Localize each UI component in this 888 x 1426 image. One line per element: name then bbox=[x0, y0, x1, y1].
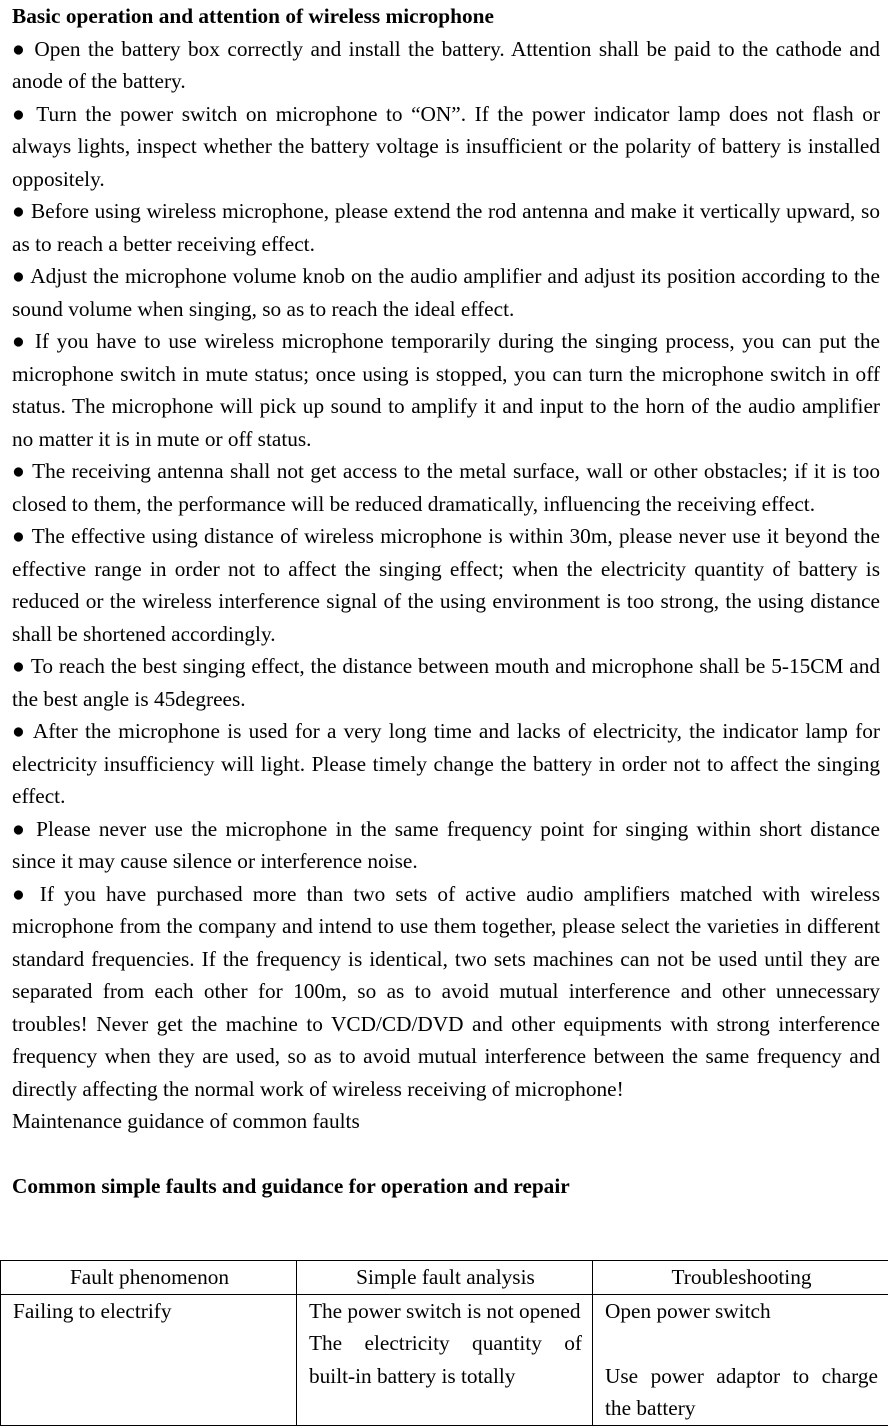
bullet-same-frequency: ● Please never use the microphone in the same frequency point for singing within short distance since it may cause silence or interference noise. bbox=[12, 813, 880, 878]
cell-troubleshooting bbox=[593, 1294, 888, 1425]
header-troubleshooting: Troubleshooting bbox=[593, 1261, 888, 1295]
header-fault-phenomenon: Fault phenomenon bbox=[1, 1261, 297, 1295]
table-row bbox=[1, 1294, 888, 1425]
bullet-antenna-obstacles: ● The receiving antenna shall not get access to the metal surface, wall or other obstacles; if it is too closed to them, the performance will be reduced dramatically, influencing the receiving effect. bbox=[12, 455, 880, 520]
faults-table bbox=[0, 1260, 888, 1426]
bullet-battery-install: ● Open the battery box correctly and install the battery. Attention shall be paid to the cathode and anode of the battery. bbox=[12, 33, 880, 98]
bullet-power-switch: ● Turn the power switch on microphone to “ON”. If the power indicator lamp does not flash or always lights, inspect whether the battery voltage is insufficient or the polarity of battery is installed oppositely. bbox=[12, 98, 880, 196]
bullet-mute-status: ● If you have to use wireless microphone temporarily during the singing process, you can put the microphone switch in mute status; once using is stopped, you can turn the microphone switch in off status. The microphone will pick up sound to amplify it and input to the horn of the audio amplifier no matter it is in mute or off status. bbox=[12, 325, 880, 455]
maintenance-heading: Maintenance guidance of common faults bbox=[12, 1105, 880, 1138]
fix-charge-text: Use power adaptor to charge the battery bbox=[605, 1360, 878, 1425]
cell-blank-line bbox=[605, 1327, 878, 1360]
fault-phenomenon-text: Failing to electrify bbox=[13, 1295, 286, 1328]
blank-line bbox=[12, 1138, 880, 1171]
analysis-battery-text: The electricity quantity of built-in battery is totally bbox=[309, 1327, 582, 1392]
section-title: Basic operation and attention of wireless microphone bbox=[12, 0, 880, 33]
document-body bbox=[12, 0, 880, 1203]
bullet-low-battery: ● After the microphone is used for a very long time and lacks of electricity, the indicator lamp for electricity insufficiency will light. Please timely change the battery in order not to affect the singing effect. bbox=[12, 715, 880, 813]
bullet-mouth-distance: ● To reach the best singing effect, the distance between mouth and microphone shall be 5-15CM and the best angle is 45degrees. bbox=[12, 650, 880, 715]
table-header-row bbox=[1, 1261, 888, 1295]
analysis-switch-text: The power switch is not opened bbox=[309, 1295, 582, 1328]
faults-heading: Common simple faults and guidance for operation and repair bbox=[12, 1170, 880, 1203]
header-simple-fault-analysis: Simple fault analysis bbox=[297, 1261, 593, 1295]
cell-fault-analysis bbox=[297, 1294, 593, 1425]
bullet-effective-distance: ● The effective using distance of wireless microphone is within 30m, please never use it beyond the effective range in order not to affect the singing effect; when the electricity quantity of battery is reduced or the wireless interference signal of the using environment is too strong, the using distance shall be shortened accordingly. bbox=[12, 520, 880, 650]
cell-fault-phenomenon bbox=[1, 1294, 297, 1425]
fix-switch-text: Open power switch bbox=[605, 1295, 878, 1328]
bullet-volume-knob: ● Adjust the microphone volume knob on the audio amplifier and adjust its position according to the sound volume when singing, so as to reach the ideal effect. bbox=[12, 260, 880, 325]
bullet-antenna: ● Before using wireless microphone, please extend the rod antenna and make it vertically upward, so as to reach a better receiving effect. bbox=[12, 195, 880, 260]
bullet-multiple-sets: ● If you have purchased more than two sets of active audio amplifiers matched with wireless microphone from the company and intend to use them together, please select the varieties in different standard frequencies. If the frequency is identical, two sets machines can not be used until they are separated from each other for 100m, so as to avoid mutual interference and other unnecessary troubles! Never get the machine to VCD/CD/DVD and other equipments with strong interference frequency when they are used, so as to avoid mutual interference between the same frequency and directly affecting the normal work of wireless receiving of microphone! bbox=[12, 878, 880, 1106]
